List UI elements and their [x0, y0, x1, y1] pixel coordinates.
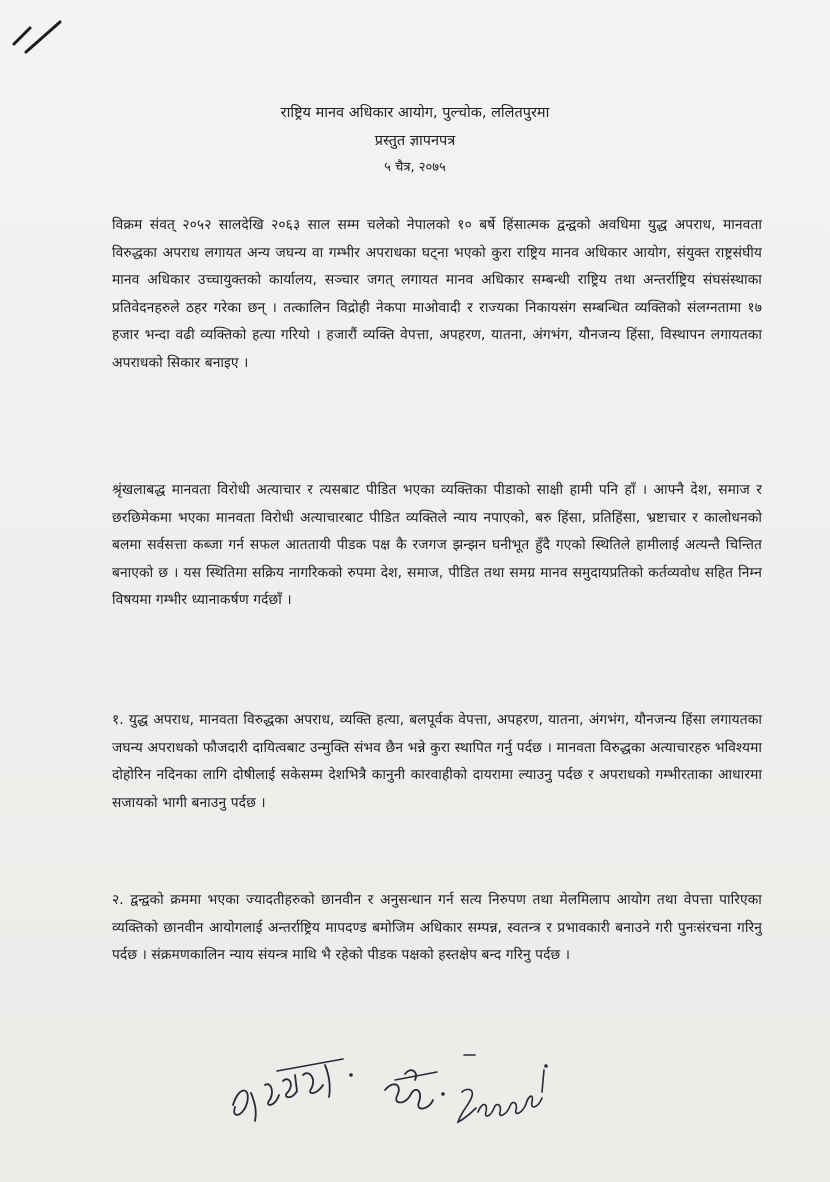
header-title: राष्ट्रिय मानव अधिकार आयोग, पुल्चोक, ललितपुरमा: [280, 105, 550, 121]
body-paragraph-2: श्रृंखलाबद्ध मानवता विरोधी अत्याचार र त्यसबाट पीडित भएका व्यक्तिका पीडाको साक्षी हामी पनि हाँ । आफ्नै देश, समाज र छरछिमेकमा भएका मानवता विरोधी अत्याचारबाट पीडित व्यक्तिले न्याय नपाएको, बरु हिंसा, प्रतिहिंसा, भ्रष्टाचार र कालोधनको बलमा सर्वसत्ता कब्जा गर्न सफल आततायी पीडक पक्ष कै रजगज झन्झन घनीभूत हुँदै गएको स्थितिले हामीलाई अत्यन्तै चिन्तित बनाएको छ । यस स्थितिमा सक्रिय नागरिकको रुपमा देश, समाज, पीडित तथा समग्र मानव समुदायप्रतिको कर्तव्यवोध सहित निम्न विषयमा गम्भीर ध्यानाकर्षण गर्दछाँ ।: [112, 482, 762, 609]
body-paragraph-3: १. युद्ध अपराध, मानवता विरुद्धका अपराध, व्यक्ति हत्या, बलपूर्वक वेपत्ता, अपहरण, यातना, अंगभंग, यौनजन्य हिंसा लगायतका जघन्य अपराधको फौजदारी दायित्वबाट उन्मुक्ति संभव छैन भन्ने कुरा स्थापित गर्नु पर्दछ । मानवता विरुद्धका अत्याचारहरु भविश्यमा दोहोरिन नदिनका लागि दोषीलाई सकेसम्म देशभित्रै कानुनी कारवाहीको दायरामा ल्याउनु पर्दछ र अपराधको गम्भीरताका आधारमा सजायको भागी बनाउनु पर्दछ ।: [112, 712, 762, 811]
body-paragraph-1: विक्रम संवत् २०५२ सालदेखि २०६३ साल सम्म चलेको नेपालको १० बर्षे हिंसात्मक द्वन्द्वको अवधिमा युद्ध अपराध, मानवता विरुद्धका अपराध लगायत अन्य जघन्य वा गम्भीर अपराधका घट्ना भएको कुरा राष्ट्रिय मानव अधिकार आयोग, संयुक्त राष्ट्रसंघीय मानव अधिकार उच्चायुक्तको कार्यालय, सञ्चार जगत् लगायत मानव अधिकार सम्बन्धी राष्ट्रिय तथा अन्तर्राष्ट्रिय संघसंस्थाका प्रतिवेदनहरुले ठहर गरेका छन् । तत्कालिन विद्रोही नेकपा माओवादी र राज्यका निकायसंग सम्बन्धित व्यक्तिको संलग्नतामा १७ हजार भन्दा वढी व्यक्तिको हत्या गरियो । हजारौं व्यक्ति वेपत्ता, अपहरण, यातना, अंगभंग, यौनजन्य हिंसा, विस्थापन लगायतका अपराधको सिकार बनाइए ।: [112, 217, 762, 371]
header-date: ५ चैत्र, २०७५: [384, 160, 446, 175]
corner-pen-mark: [8, 14, 68, 54]
signature-2: [375, 1050, 455, 1130]
signature-3: [452, 1062, 562, 1142]
body-paragraph-4: २. द्वन्द्वको क्रममा भएका ज्यादतीहरुको छानवीन र अनुसन्धान गर्न सत्य निरुपण तथा मेलमिलाप आयोग तथा वेपत्ता पारिएका व्यक्तिको छानवीन आयोगलाई अन्तर्राष्ट्रिय मापदण्ड बमोजिम अधिकार सम्पन्न, स्वतन्त्र र प्रभावकारी बनाउने गरी पुनःसंरचना गरिनु पर्दछ । संक्रमणकालिन न्याय संयन्त्र माथि भै रहेको पीडक पक्षको हस्तक्षेप बन्द गरिनु पर्दछ ।: [112, 892, 762, 964]
header-subtitle: प्रस्तुत ज्ञापनपत्र: [374, 133, 456, 149]
ink-dash-mark: [463, 1052, 477, 1058]
signature-1: [225, 1045, 365, 1135]
